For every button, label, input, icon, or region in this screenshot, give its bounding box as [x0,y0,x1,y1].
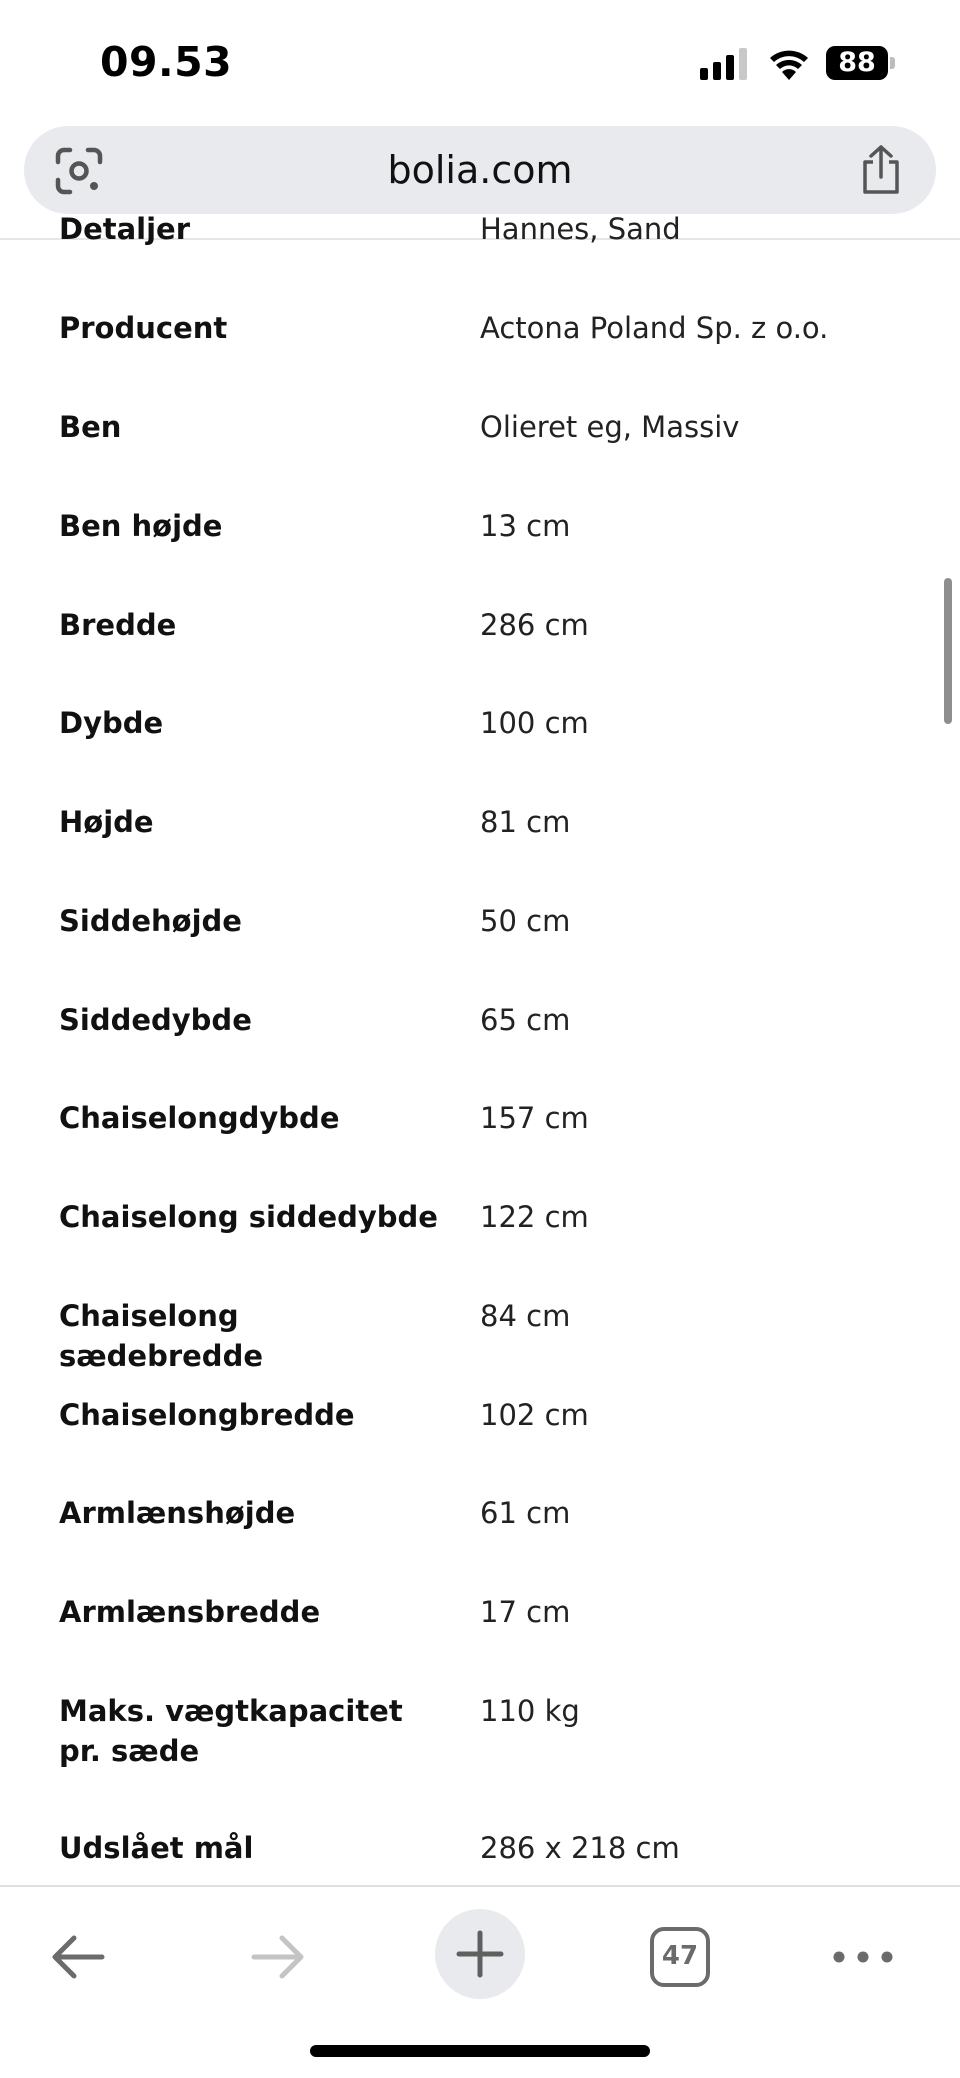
spec-value: 50 cm [480,904,571,938]
spec-value: 122 cm [480,1200,589,1234]
spec-value: 13 cm [480,509,571,543]
spec-label: Detaljer [59,212,191,246]
spec-value: 100 cm [480,706,589,740]
share-icon[interactable] [856,144,906,196]
home-indicator [310,2045,650,2057]
spec-label: Armlænshøjde [59,1496,296,1530]
spec-label: Bredde [59,608,177,642]
spec-label: Ben [59,410,122,444]
spec-value: 286 cm [480,608,589,642]
url-text[interactable]: bolia.com [387,148,573,192]
spec-value: 65 cm [480,1003,571,1037]
spec-value: Olieret eg, Massiv [480,410,740,444]
spec-label: Højde [59,805,154,839]
forward-arrow-icon[interactable] [246,1925,310,1989]
spec-value: 102 cm [480,1398,589,1432]
spec-value: 17 cm [480,1595,571,1629]
spec-value: 84 cm [480,1299,571,1333]
spec-label: Armlænsbredde [59,1595,321,1629]
status-bar [0,0,960,125]
spec-label: Siddehøjde [59,904,242,938]
spec-value: Hannes, Sand [480,212,681,246]
spec-label: Maks. vægtkapacitet pr. sæde [59,1694,403,1768]
spec-value: Actona Poland Sp. z o.o. [480,311,829,345]
new-tab-button[interactable] [435,1909,525,1999]
spec-value: 81 cm [480,805,571,839]
battery-level: 88 [838,47,876,78]
more-options-icon[interactable] [830,1937,896,1977]
spec-label: Dybde [59,706,164,740]
spec-label: Chaiselong siddedybde [59,1200,438,1234]
status-time: 09.53 [100,38,233,86]
spec-value: 110 kg [480,1694,580,1728]
spec-label: Chaiselongbredde [59,1398,355,1432]
wifi-icon [768,46,810,80]
spec-label: Chaiselongdybde [59,1101,340,1135]
spec-label: Siddedybde [59,1003,252,1037]
spec-label: Chaiselong sædebredde [59,1299,263,1373]
cellular-signal-icon [700,48,750,80]
spec-label: Udslået mål [59,1831,254,1865]
spec-value: 157 cm [480,1101,589,1135]
tab-switcher-button[interactable]: 47 [650,1927,710,1987]
address-bar[interactable] [24,126,936,214]
product-specifications [0,212,960,1885]
spec-label: Ben højde [59,509,223,543]
scrollbar-thumb[interactable] [944,578,952,724]
back-arrow-icon[interactable] [46,1925,110,1989]
spec-label: Producent [59,311,228,345]
battery-icon [826,46,896,80]
plus-icon [435,1909,525,1999]
spec-value: 61 cm [480,1496,571,1530]
spec-value: 286 x 218 cm [480,1831,680,1865]
